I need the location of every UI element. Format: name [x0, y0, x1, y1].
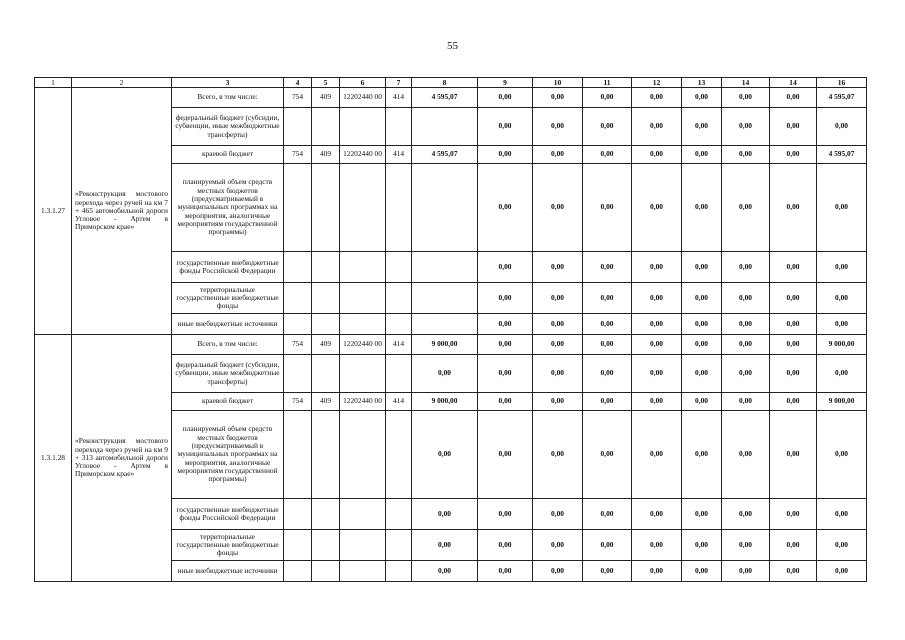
amount-cell: 0,00	[682, 355, 722, 393]
amount-cell: 0,00	[632, 283, 682, 314]
activity-index-cell: 1.3.1.28	[35, 335, 72, 582]
object-name-cell: «Реконструкция мостового перехода через ручей на км 9 + 313 автомобильной дороги Угловое - Артем в Приморском крае»	[72, 335, 172, 582]
code-cell	[340, 283, 386, 314]
header-cell: 5	[312, 78, 340, 88]
amount-cell: 0,00	[583, 335, 632, 355]
code-cell	[340, 411, 386, 499]
amount-cell	[412, 108, 478, 146]
total-cell: 0,00	[817, 314, 867, 335]
total-cell: 0,00	[817, 411, 867, 499]
code-cell: 12202440 00	[340, 335, 386, 355]
amount-cell: 0,00	[412, 530, 478, 561]
amount-cell: 0,00	[682, 283, 722, 314]
amount-cell: 0,00	[770, 283, 817, 314]
code-cell	[284, 252, 312, 283]
header-cell: 7	[386, 78, 412, 88]
total-cell: 0,00	[817, 164, 867, 252]
funding-source-cell: территориальные государственные внебюджетные фонды	[172, 283, 284, 314]
amount-cell: 0,00	[770, 164, 817, 252]
amount-cell: 0,00	[632, 252, 682, 283]
amount-cell: 0,00	[412, 499, 478, 530]
amount-cell: 0,00	[478, 355, 533, 393]
code-cell	[312, 283, 340, 314]
amount-cell: 0,00	[583, 561, 632, 582]
total-cell: 0,00	[817, 499, 867, 530]
amount-cell: 0,00	[632, 499, 682, 530]
amount-cell: 0,00	[583, 499, 632, 530]
header-cell: 14	[770, 78, 817, 88]
total-cell: 0,00	[817, 530, 867, 561]
amount-cell: 0,00	[533, 164, 583, 252]
code-cell: 409	[312, 335, 340, 355]
code-cell: 754	[284, 88, 312, 108]
code-cell	[312, 411, 340, 499]
total-cell: 9 000,00	[817, 335, 867, 355]
amount-cell: 0,00	[583, 146, 632, 164]
amount-cell: 0,00	[770, 314, 817, 335]
amount-cell: 0,00	[412, 411, 478, 499]
funding-source-cell: федеральный бюджет (субсидии, субвенции, иные межбюджетные трансферты)	[172, 355, 284, 393]
header-cell: 1	[35, 78, 72, 88]
amount-cell: 0,00	[770, 530, 817, 561]
amount-cell: 0,00	[632, 88, 682, 108]
amount-cell: 0,00	[682, 393, 722, 411]
amount-cell: 0,00	[770, 355, 817, 393]
code-cell	[386, 283, 412, 314]
code-cell	[340, 499, 386, 530]
amount-cell: 0,00	[533, 88, 583, 108]
header-cell: 3	[172, 78, 284, 88]
amount-cell: 0,00	[583, 530, 632, 561]
funding-source-cell: Всего, в том числе:	[172, 335, 284, 355]
code-cell	[386, 499, 412, 530]
amount-cell: 0,00	[722, 411, 770, 499]
header-cell: 16	[817, 78, 867, 88]
amount-cell: 0,00	[533, 335, 583, 355]
amount-cell: 0,00	[632, 530, 682, 561]
amount-cell: 0,00	[632, 355, 682, 393]
header-cell: 11	[583, 78, 632, 88]
amount-cell: 0,00	[722, 88, 770, 108]
funding-source-cell: планируемый объем средств местных бюджетов (предусматриваемый в муниципальных программах на мероприятия, аналогичные мероприятиям государственной программы)	[172, 164, 284, 252]
amount-cell: 0,00	[533, 355, 583, 393]
code-cell	[340, 314, 386, 335]
code-cell	[284, 314, 312, 335]
code-cell: 409	[312, 393, 340, 411]
amount-cell: 0,00	[533, 411, 583, 499]
budget-table	[34, 77, 867, 582]
amount-cell: 0,00	[583, 108, 632, 146]
funding-source-cell: федеральный бюджет (субсидии, субвенции, иные межбюджетные трансферты)	[172, 108, 284, 146]
amount-cell: 0,00	[478, 314, 533, 335]
amount-cell: 0,00	[682, 88, 722, 108]
amount-cell: 4 595,07	[412, 146, 478, 164]
amount-cell: 0,00	[478, 411, 533, 499]
amount-cell: 0,00	[682, 314, 722, 335]
code-cell	[284, 355, 312, 393]
amount-cell: 0,00	[533, 146, 583, 164]
code-cell	[312, 314, 340, 335]
amount-cell: 0,00	[478, 499, 533, 530]
amount-cell: 4 595,07	[412, 88, 478, 108]
code-cell	[386, 314, 412, 335]
amount-cell: 0,00	[533, 393, 583, 411]
amount-cell: 0,00	[682, 530, 722, 561]
amount-cell: 0,00	[533, 252, 583, 283]
amount-cell: 0,00	[722, 108, 770, 146]
amount-cell: 0,00	[722, 146, 770, 164]
code-cell: 754	[284, 393, 312, 411]
code-cell	[284, 530, 312, 561]
total-cell: 4 595,07	[817, 88, 867, 108]
amount-cell: 0,00	[722, 499, 770, 530]
code-cell	[312, 530, 340, 561]
amount-cell: 0,00	[722, 393, 770, 411]
amount-cell: 0,00	[533, 499, 583, 530]
amount-cell: 0,00	[533, 108, 583, 146]
amount-cell: 0,00	[770, 499, 817, 530]
amount-cell: 0,00	[722, 355, 770, 393]
code-cell: 409	[312, 146, 340, 164]
amount-cell	[412, 283, 478, 314]
code-cell: 754	[284, 146, 312, 164]
funding-source-cell: государственные внебюджетные фонды Российской Федерации	[172, 252, 284, 283]
funding-source-cell: территориальные государственные внебюджетные фонды	[172, 530, 284, 561]
code-cell: 12202440 00	[340, 146, 386, 164]
amount-cell: 0,00	[682, 146, 722, 164]
amount-cell: 0,00	[722, 561, 770, 582]
amount-cell: 0,00	[583, 355, 632, 393]
amount-cell: 0,00	[632, 108, 682, 146]
amount-cell: 0,00	[770, 561, 817, 582]
amount-cell: 0,00	[682, 561, 722, 582]
code-cell	[312, 252, 340, 283]
amount-cell: 0,00	[478, 393, 533, 411]
code-cell: 754	[284, 335, 312, 355]
total-cell: 0,00	[817, 355, 867, 393]
code-cell	[386, 108, 412, 146]
header-cell: 14	[722, 78, 770, 88]
amount-cell: 0,00	[412, 355, 478, 393]
amount-cell: 0,00	[478, 252, 533, 283]
amount-cell: 0,00	[682, 252, 722, 283]
funding-source-cell: государственные внебюджетные фонды Российской Федерации	[172, 499, 284, 530]
code-cell: 12202440 00	[340, 393, 386, 411]
code-cell: 414	[386, 88, 412, 108]
amount-cell: 0,00	[478, 335, 533, 355]
amount-cell: 0,00	[722, 252, 770, 283]
funding-source-cell: планируемый объем средств местных бюджетов (предусматриваемый в муниципальных программах на мероприятия, аналогичные мероприятиям государственной программы)	[172, 411, 284, 499]
code-cell	[340, 108, 386, 146]
code-cell	[312, 355, 340, 393]
code-cell	[386, 530, 412, 561]
amount-cell: 0,00	[533, 530, 583, 561]
amount-cell: 0,00	[722, 164, 770, 252]
table-row	[35, 88, 867, 108]
amount-cell	[412, 314, 478, 335]
header-cell: 13	[682, 78, 722, 88]
amount-cell: 0,00	[632, 561, 682, 582]
code-cell	[284, 283, 312, 314]
amount-cell: 0,00	[682, 499, 722, 530]
table-row	[35, 335, 867, 355]
amount-cell: 9 000,00	[412, 393, 478, 411]
amount-cell: 0,00	[682, 411, 722, 499]
funding-source-cell: иные внебюджетные источники	[172, 314, 284, 335]
funding-source-cell: иные внебюджетные источники	[172, 561, 284, 582]
header-cell: 4	[284, 78, 312, 88]
header-cell: 2	[72, 78, 172, 88]
amount-cell: 0,00	[770, 146, 817, 164]
amount-cell: 0,00	[583, 283, 632, 314]
amount-cell: 0,00	[722, 530, 770, 561]
code-cell: 414	[386, 393, 412, 411]
code-cell	[312, 164, 340, 252]
total-cell: 4 595,07	[817, 146, 867, 164]
amount-cell: 0,00	[682, 335, 722, 355]
code-cell	[340, 355, 386, 393]
amount-cell: 0,00	[583, 252, 632, 283]
code-cell	[340, 252, 386, 283]
amount-cell	[412, 252, 478, 283]
amount-cell: 0,00	[533, 314, 583, 335]
amount-cell: 0,00	[722, 314, 770, 335]
funding-source-cell: краевой бюджет	[172, 146, 284, 164]
header-cell: 10	[533, 78, 583, 88]
funding-source-cell: Всего, в том числе:	[172, 88, 284, 108]
amount-cell: 0,00	[770, 252, 817, 283]
amount-cell: 0,00	[632, 164, 682, 252]
amount-cell: 0,00	[770, 88, 817, 108]
code-cell: 414	[386, 146, 412, 164]
amount-cell: 0,00	[478, 561, 533, 582]
amount-cell: 0,00	[533, 561, 583, 582]
code-cell	[386, 164, 412, 252]
amount-cell: 0,00	[478, 283, 533, 314]
code-cell	[284, 164, 312, 252]
code-cell	[284, 411, 312, 499]
code-cell	[386, 561, 412, 582]
amount-cell: 0,00	[770, 335, 817, 355]
code-cell	[340, 530, 386, 561]
amount-cell: 0,00	[722, 335, 770, 355]
amount-cell: 0,00	[533, 283, 583, 314]
code-cell	[386, 411, 412, 499]
total-cell: 0,00	[817, 561, 867, 582]
amount-cell: 0,00	[583, 314, 632, 335]
amount-cell: 0,00	[770, 411, 817, 499]
code-cell	[340, 561, 386, 582]
amount-cell: 0,00	[478, 164, 533, 252]
funding-source-cell: краевой бюджет	[172, 393, 284, 411]
amount-cell: 0,00	[682, 108, 722, 146]
header-cell: 12	[632, 78, 682, 88]
amount-cell: 0,00	[632, 393, 682, 411]
code-cell	[312, 561, 340, 582]
total-cell: 0,00	[817, 283, 867, 314]
page-number: 55	[447, 40, 458, 52]
code-cell	[312, 108, 340, 146]
code-cell: 409	[312, 88, 340, 108]
amount-cell: 0,00	[478, 530, 533, 561]
amount-cell	[412, 164, 478, 252]
code-cell	[284, 108, 312, 146]
amount-cell: 0,00	[478, 146, 533, 164]
amount-cell: 0,00	[682, 164, 722, 252]
code-cell	[312, 499, 340, 530]
amount-cell: 0,00	[632, 411, 682, 499]
code-cell	[284, 499, 312, 530]
code-cell: 414	[386, 335, 412, 355]
amount-cell: 0,00	[632, 146, 682, 164]
code-cell	[386, 252, 412, 283]
header-cell: 6	[340, 78, 386, 88]
code-cell	[340, 164, 386, 252]
total-cell: 0,00	[817, 252, 867, 283]
amount-cell: 0,00	[583, 164, 632, 252]
amount-cell: 0,00	[583, 411, 632, 499]
header-cell: 8	[412, 78, 478, 88]
amount-cell: 0,00	[632, 314, 682, 335]
amount-cell: 0,00	[583, 393, 632, 411]
object-name-cell: «Реконструкция мостового перехода через ручей на км 7 + 465 автомобильной дороги Угловое - Артем в Приморском крае»	[72, 88, 172, 335]
total-cell: 9 000,00	[817, 393, 867, 411]
amount-cell: 0,00	[632, 335, 682, 355]
code-cell	[386, 355, 412, 393]
header-cell: 9	[478, 78, 533, 88]
amount-cell: 0,00	[770, 393, 817, 411]
amount-cell: 0,00	[478, 88, 533, 108]
amount-cell: 0,00	[412, 561, 478, 582]
code-cell: 12202440 00	[340, 88, 386, 108]
amount-cell: 0,00	[722, 283, 770, 314]
code-cell	[284, 561, 312, 582]
header-row	[35, 78, 867, 88]
amount-cell: 0,00	[770, 108, 817, 146]
amount-cell: 9 000,00	[412, 335, 478, 355]
total-cell: 0,00	[817, 108, 867, 146]
amount-cell: 0,00	[583, 88, 632, 108]
activity-index-cell: 1.3.1.27	[35, 88, 72, 335]
amount-cell: 0,00	[478, 108, 533, 146]
